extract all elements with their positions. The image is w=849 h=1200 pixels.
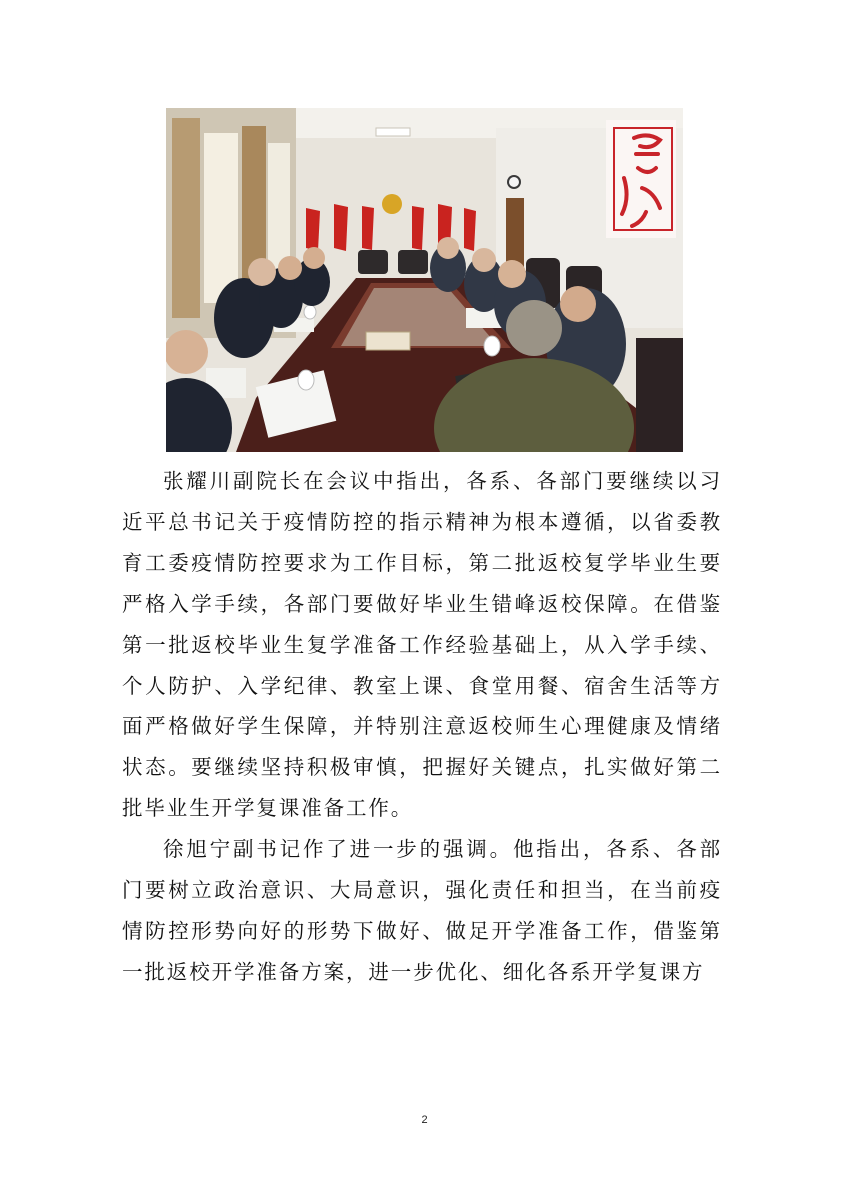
paragraph: 张耀川副院长在会议中指出，各系、各部门要继续以习近平总书记关于疫情防控的指示精神为根本遵循，以省委教育工委疫情防控要求为工作目标，第二批返校复学毕业生要严格入学手续，各部门要做好毕业生错峰返校保障。在借鉴第一批返校毕业生复学准备工作经验基础上，从入学手续、个人防护、入学纪律、教室上课、食堂用餐、宿舍生活等方面严格做好学生保障，并特别注意返校师生心理健康及情绪状态。要继续坚持积极审慎，把握好关键点，扎实做好第二批毕业生开学复课准备工作。 xyxy=(122,469,722,821)
paragraph: 徐旭宁副书记作了进一步的强调。他指出，各系、各部门要树立政治意识、大局意识，强化责任和担当，在当前疫情防控形势向好的形势下做好、做足开学准备工作，借鉴第一批返校开学准备方案，进一步优化、细化各系开学复课方 xyxy=(122,837,722,984)
document-body xyxy=(122,461,722,993)
meeting-photo xyxy=(166,108,683,452)
seal-emblem xyxy=(606,120,676,238)
page-number: 2 xyxy=(421,1114,428,1126)
